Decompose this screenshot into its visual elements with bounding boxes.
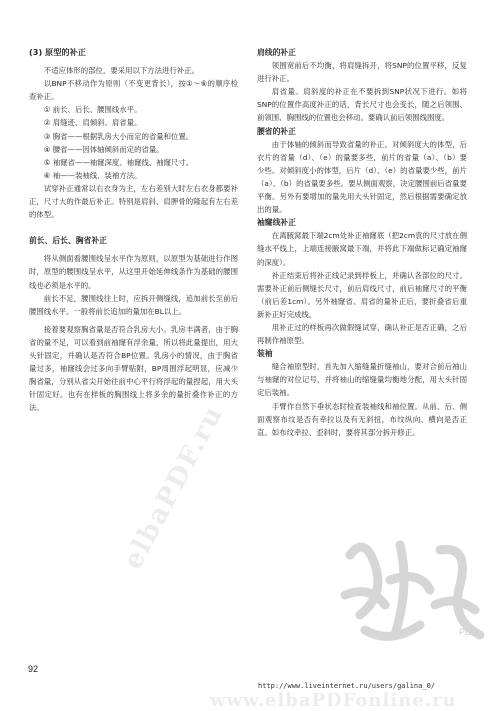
body-paragraph: 接着要观察胸省量是否符合乳房大小。乳房丰满者，由于胸省的量不足，可以看到前袖窿有浮余量，所以将此量提出，用大头针固定，并确认是否符合BP位置。乳房小的情况，由于胸省量过多，袖窿线会过多向手臂贴附，BP周围浮起明显，应减少胸省量，分别从省尖开始往前中心平行将浮起的量捏起，用大头针固定好。也有在样板的胸围线上将多余的量折叠作补正的方法。 bbox=[29, 324, 238, 413]
intro-paragraph: 不适应体形的部位，要采用以下方法进行补正。 bbox=[43, 66, 200, 76]
section-heading-front-back-length: 前长、后长、胸省补正 bbox=[29, 236, 107, 246]
body-paragraph: 手臂作自然下垂状态时检查装袖线和袖位置。从前、后、侧面观察布纹是否有牵拉以及有无斜扭，布纹纵向、横向是否正直。如布纹牵拉、歪斜时，要将其部分拆开修正。 bbox=[257, 401, 467, 437]
section-heading-armhole: 袖窿线补正 bbox=[257, 218, 296, 228]
body-paragraph: 将从侧面看腰围线呈水平作为原则，以原型为基础进行作图时，原型的腰围线呈水平，从这里开始延伸线条作为基础的腰围线也必须是水平的。 bbox=[29, 254, 238, 290]
section-heading-waist-dart: 腰省的补正 bbox=[257, 126, 296, 136]
body-paragraph: 用补正过的样板再次做假缝试穿，确认补正是否正确，之后再制作袖原型。 bbox=[257, 322, 467, 346]
step-item: ⑥ 袖——装袖线、装袖方法。 bbox=[43, 170, 142, 180]
left-column bbox=[29, 46, 238, 414]
step-item: ② 肩缝迹、肩倾斜、肩省量。 bbox=[43, 118, 142, 128]
body-paragraph: 补正结束后将补正线记录到样板上，并确认各部位的尺寸。需要补正前后侧缝长尺寸，前后肩线尺寸，前后袖窿尺寸的平衡（前后差1cm）。另外袖窿省、肩省的量补正后，要折叠省后重新补正好完成线。 bbox=[257, 270, 467, 319]
page-number: 92 bbox=[28, 664, 39, 674]
watermark-diagonal: elbaPDF.ru bbox=[118, 400, 230, 575]
section-heading-shoulder: 肩线的补正 bbox=[257, 48, 296, 57]
step-item: ⑤ 袖窿省——袖窿深度、袖窿线、袖窿尺寸。 bbox=[43, 157, 194, 167]
section-heading-prototype: (3) 原型的补正 bbox=[29, 47, 86, 57]
watermark-bottom: www.elbaPDFonline.ru bbox=[210, 690, 457, 711]
body-paragraph: 肩省量。肩斜度的补正在不要拆到SNP状况下进行。如将SNP的位置作高度补正的话，背长尺寸也会变长，随之后领围、前领围、胸围线的位置也会移动。要确认前后领围线围度。 bbox=[257, 87, 467, 123]
body-paragraph: 前长不足，腰围线往上时，应拆开侧缝线，追加前长至前后腰围线水平。一般将前长追加的量加在BL以上。 bbox=[29, 293, 238, 316]
trial-note: 试穿补正通常以右衣身为主，左右差别大时左右衣身都要补正，尺寸大的作最后补正。特别是肩斜、肩胛骨的隆起有左右差的体型。 bbox=[29, 183, 238, 220]
right-column bbox=[257, 46, 467, 439]
section-heading-sleeve: 装袖 bbox=[257, 349, 273, 359]
body-paragraph: 缝合袖原型时，首先加入缩缝量折缝袖山，要对合前后袖山与袖窿的对位记号，并将袖山的缩缝量均衡地分配，用大头针固定后装袖。 bbox=[257, 362, 467, 398]
step-item: ③ 胸省——根据乳房大小而定的省量和位置。 bbox=[43, 131, 194, 141]
order-note: 以BNP不移动作为原则（不变更背长），按①～⑥的顺序检查补正。 bbox=[29, 79, 238, 102]
body-paragraph: 由于体轴的倾斜而导致省量的补正。对倾斜度大的体型，后衣片的省量（d）、（e）的量要多些，前片的省量（a）、（b）要少些。对倾斜度小的体型，后片（d）、（e）的省量要少些，前片（a）、（b）的省量要多些。要从侧面观察，决定腰围前后省量要平衡。另外有要增加的量先用大头针固定，然后根据需要确定放出的量。 bbox=[257, 139, 467, 215]
footer-url: http://www.liveinternet.ru/users/galina_0/ bbox=[258, 682, 436, 690]
body-paragraph: 领围宽前后不均衡，将肩缝拆开，将SNP的位置平移，反复进行补正。 bbox=[257, 61, 467, 84]
body-paragraph: 在离腋窝最下端2cm处补正袖窿底（把2cm袁的尺寸放在侧缝水平线上，上端连接腋窝最下端，并将此下端做标记确定袖窿的深度）。 bbox=[257, 231, 467, 267]
step-item: ④ 腰省——因体轴倾斜而定的省量。 bbox=[43, 144, 164, 154]
seal-label: PDG bbox=[459, 627, 479, 637]
step-item: ① 前长、后长、腰围线水平。 bbox=[43, 105, 142, 115]
